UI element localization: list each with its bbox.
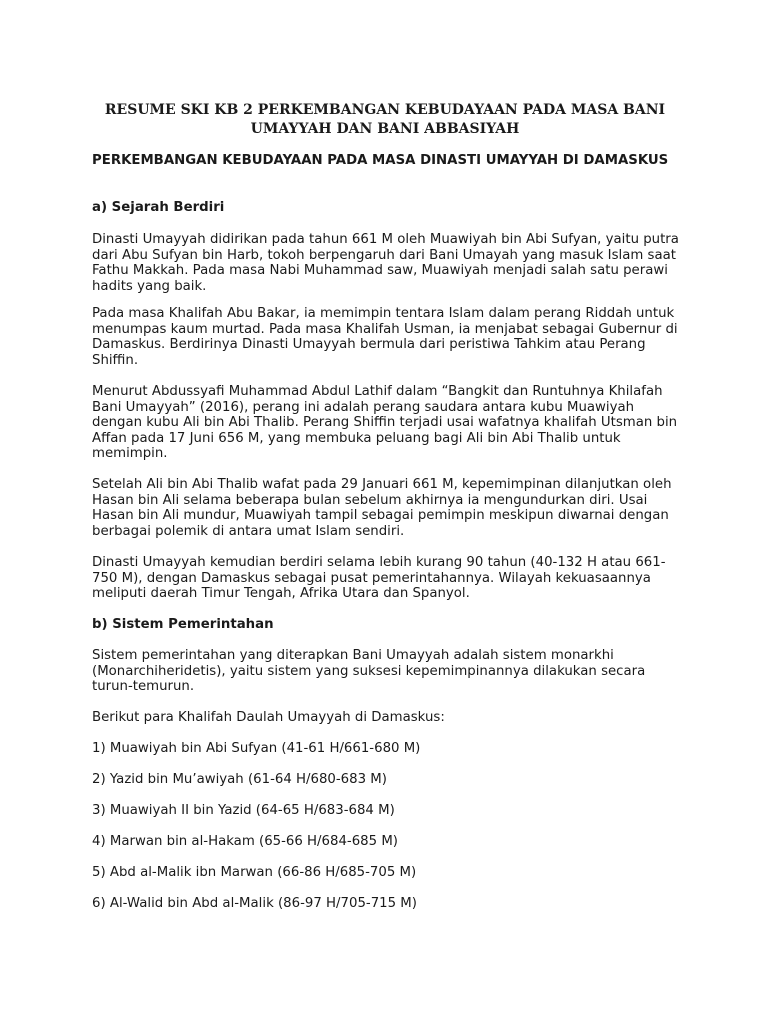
- list-item: 2) Yazid bin Mu’awiyah (61-64 H/680-683 M): [92, 772, 387, 787]
- list-item: 4) Marwan bin al-Hakam (65-66 H/684-685 M): [92, 834, 398, 849]
- list-item: 5) Abd al-Malik ibn Marwan (66-86 H/685-705 M): [92, 865, 417, 880]
- paragraph: Pada masa Khalifah Abu Bakar, ia memimpin tentara Islam dalam perang Riddah untuk menumpas kaum murtad. Pada masa Khalifah Usman, ia menjabat sebagai Gubernur di Damaskus. Berdirinya Dinasti Umayyah bermula dari peristiwa Tahkim atau Perang Shiffin.: [92, 306, 678, 368]
- list-item: 6) Al-Walid bin Abd al-Malik (86-97 H/705-715 M): [92, 896, 417, 911]
- paragraph: Dinasti Umayyah didirikan pada tahun 661 M oleh Muawiyah bin Abi Sufyan, yaitu putra dari Abu Sufyan bin Harb, tokoh berpengaruh dari Bani Umayah yang masuk Islam saat Fathu Makkah. Pada masa Nabi Muhammad saw, Muawiyah menjadi salah satu perawi hadits yang baik.: [92, 232, 679, 294]
- subsection-heading-b: b) Sistem Pemerintahan: [92, 617, 274, 632]
- paragraph: Berikut para Khalifah Daulah Umayyah di Damaskus:: [92, 710, 445, 725]
- list-item: 3) Muawiyah II bin Yazid (64-65 H/683-684 M): [92, 803, 395, 818]
- subsection-heading-a: a) Sejarah Berdiri: [92, 200, 225, 215]
- list-item: 1) Muawiyah bin Abi Sufyan (41-61 H/661-680 M): [92, 741, 421, 756]
- paragraph: Dinasti Umayyah kemudian berdiri selama lebih kurang 90 tahun (40-132 H atau 661-750 M), dengan Damaskus sebagai pusat pemerintahannya. Wilayah kekuasaannya meliputi daerah Timur Tengah, Afrika Utara dan Spanyol.: [92, 555, 666, 602]
- section-heading: PERKEMBANGAN KEBUDAYAAN PADA MASA DINASTI UMAYYAH DI DAMASKUS: [92, 153, 669, 168]
- paragraph: Menurut Abdussyafi Muhammad Abdul Lathif dalam “Bangkit dan Runtuhnya Khilafah Bani Umayyah” (2016), perang ini adalah perang saudara antara kubu Muawiyah dengan kubu Ali bin Abi Thalib. Perang Shiffin terjadi usai wafatnya khalifah Utsman bin Affan pada 17 Juni 656 M, yang membuka peluang bagi Ali bin Abi Thalib untuk memimpin.: [92, 384, 678, 462]
- paragraph: Setelah Ali bin Abi Thalib wafat pada 29 Januari 661 M, kepemimpinan dilanjutkan oleh Hasan bin Ali selama beberapa bulan sebelum akhirnya ia mengundurkan diri. Usai Hasan bin Ali mundur, Muawiyah tampil sebagai pemimpin meskipun diwarnai dengan berbagai polemik di antara umat Islam sendiri.: [92, 477, 672, 539]
- paragraph: Sistem pemerintahan yang diterapkan Bani Umayyah adalah sistem monarkhi (Monarchiheridetis), yaitu sistem yang suksesi kepemimpinannya dilakukan secara turun-temurun.: [92, 648, 646, 695]
- document-title: RESUME SKI KB 2 PERKEMBANGAN KEBUDAYAAN PADA MASA BANI UMAYYAH DAN BANI ABBASIYAH: [104, 102, 666, 137]
